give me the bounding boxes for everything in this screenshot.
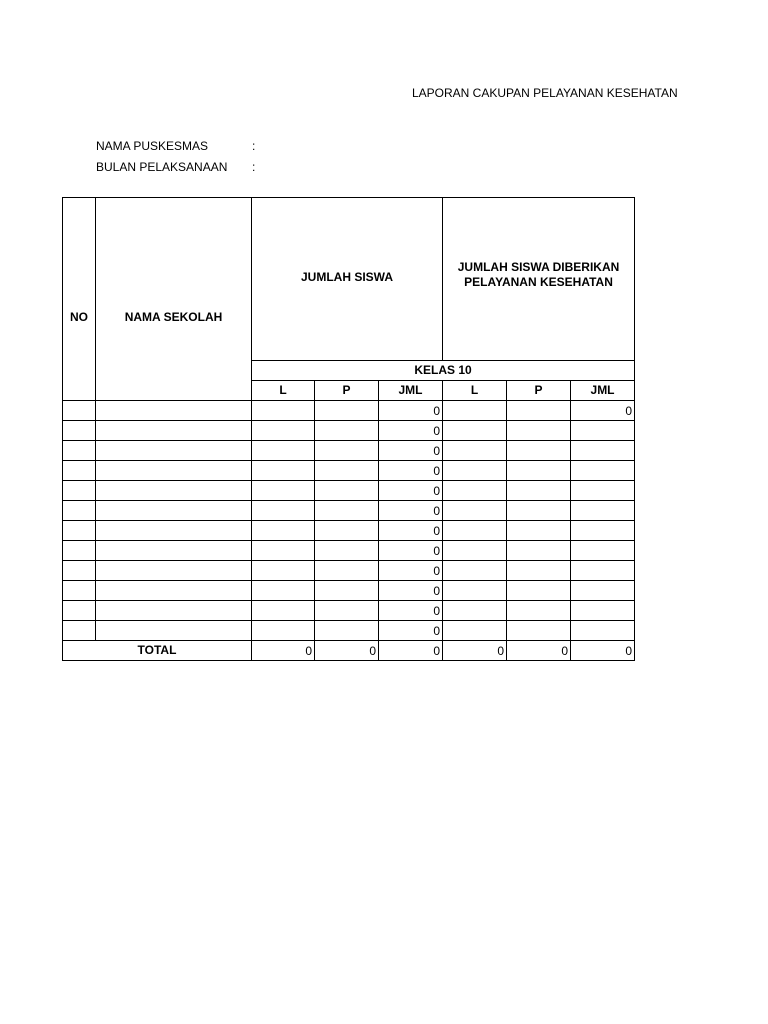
header-nama-sekolah: NAMA SEKOLAH: [96, 198, 252, 401]
table-cell: 0: [379, 481, 443, 501]
table-cell: [63, 481, 96, 501]
table-cell: [571, 541, 635, 561]
table-cell: [507, 401, 571, 421]
table-cell: [443, 501, 507, 521]
table-cell: [96, 481, 252, 501]
table-cell: 0: [379, 521, 443, 541]
table-cell: [63, 501, 96, 521]
table-cell: [571, 421, 635, 441]
table-cell: [252, 401, 315, 421]
table-row: [63, 441, 635, 461]
table-cell: [507, 541, 571, 561]
table-cell: [63, 601, 96, 621]
table-cell: [96, 521, 252, 541]
table-row: [63, 541, 635, 561]
table-cell: [315, 521, 379, 541]
table-cell: [443, 521, 507, 541]
table-cell: [96, 601, 252, 621]
table-cell: [507, 481, 571, 501]
table-cell: [507, 521, 571, 541]
table-cell: [443, 561, 507, 581]
table-row: [63, 421, 635, 441]
table-cell: [96, 441, 252, 461]
table-cell: [315, 501, 379, 521]
table-cell: [443, 461, 507, 481]
subheader-l-diberikan: L: [443, 381, 507, 401]
table-cell: [443, 421, 507, 441]
table-cell: [96, 421, 252, 441]
table-cell: [63, 401, 96, 421]
table-cell: [252, 441, 315, 461]
table-cell: 0: [379, 541, 443, 561]
table-cell: [63, 461, 96, 481]
table-cell: 0: [379, 601, 443, 621]
table-cell: 0: [379, 581, 443, 601]
table-cell: [63, 521, 96, 541]
table-cell: [252, 481, 315, 501]
table-cell: 0: [379, 501, 443, 521]
table-cell: 0: [571, 401, 635, 421]
table-cell: 0: [379, 441, 443, 461]
table-cell: [443, 481, 507, 501]
table-row: [63, 481, 635, 501]
table-cell: [315, 441, 379, 461]
header-kelas: KELAS 10: [252, 361, 635, 381]
table-cell: [315, 621, 379, 641]
table-row: [63, 621, 635, 641]
table-cell: [63, 541, 96, 561]
table-cell: [252, 421, 315, 441]
table-cell: [63, 621, 96, 641]
table-cell: [571, 561, 635, 581]
subheader-jml-diberikan: JML: [571, 381, 635, 401]
table-cell: [571, 501, 635, 521]
table-cell: [571, 481, 635, 501]
table-cell: 0: [379, 421, 443, 441]
table-cell: [252, 621, 315, 641]
total-cell: 0: [252, 641, 315, 661]
table-cell: [507, 601, 571, 621]
table-cell: [63, 561, 96, 581]
bulan-label: BULAN PELAKSANAAN: [96, 160, 228, 174]
table-cell: [63, 441, 96, 461]
table-cell: [443, 581, 507, 601]
table-cell: [571, 461, 635, 481]
table-cell: [443, 621, 507, 641]
subheader-l-siswa: L: [252, 381, 315, 401]
table-row: [63, 601, 635, 621]
table-cell: [315, 461, 379, 481]
table-cell: [96, 561, 252, 581]
table-cell: [443, 441, 507, 461]
header-no: NO: [63, 198, 96, 401]
puskesmas-colon: :: [252, 139, 256, 153]
table-cell: [571, 621, 635, 641]
table-cell: [96, 541, 252, 561]
table-cell: 0: [379, 561, 443, 581]
table-cell: [96, 401, 252, 421]
table-row: [63, 401, 635, 421]
table-row: [63, 521, 635, 541]
table-cell: [507, 581, 571, 601]
table-cell: [315, 601, 379, 621]
subheader-jml-siswa: JML: [379, 381, 443, 401]
table-cell: [96, 461, 252, 481]
table-cell: [252, 541, 315, 561]
total-cell: 0: [315, 641, 379, 661]
coverage-table: [62, 197, 635, 661]
table-cell: [507, 621, 571, 641]
puskesmas-label: NAMA PUSKESMAS: [96, 139, 209, 153]
total-cell: 0: [571, 641, 635, 661]
table-cell: [315, 541, 379, 561]
table-cell: [315, 421, 379, 441]
table-cell: [443, 541, 507, 561]
total-cell: 0: [443, 641, 507, 661]
table-cell: [571, 521, 635, 541]
table-cell: [571, 441, 635, 461]
table-cell: [443, 401, 507, 421]
subheader-p-diberikan: P: [507, 381, 571, 401]
table-cell: [252, 501, 315, 521]
table-cell: [315, 481, 379, 501]
table-cell: [252, 561, 315, 581]
table-cell: [507, 441, 571, 461]
table-cell: [571, 601, 635, 621]
header-jumlah-diberikan: JUMLAH SISWA DIBERIKAN PELAYANAN KESEHATAN: [443, 198, 635, 361]
table-cell: [96, 621, 252, 641]
table-cell: [507, 561, 571, 581]
table-cell: [63, 421, 96, 441]
table-cell: [96, 581, 252, 601]
table-cell: [315, 581, 379, 601]
total-cell: 0: [507, 641, 571, 661]
table-row: [63, 501, 635, 521]
table-cell: 0: [379, 401, 443, 421]
table-cell: [443, 601, 507, 621]
bulan-colon: :: [252, 160, 256, 174]
table-cell: [252, 601, 315, 621]
table-cell: [96, 501, 252, 521]
table-cell: 0: [379, 621, 443, 641]
table-cell: [252, 581, 315, 601]
table-cell: [252, 521, 315, 541]
table-cell: [252, 461, 315, 481]
table-cell: [315, 401, 379, 421]
table-cell: [507, 461, 571, 481]
table-row: [63, 461, 635, 481]
table-cell: [315, 561, 379, 581]
table-cell: [63, 581, 96, 601]
table-cell: 0: [379, 461, 443, 481]
table-cell: [507, 421, 571, 441]
total-cell: 0: [379, 641, 443, 661]
report-title: LAPORAN CAKUPAN PELAYANAN KESEHATAN: [412, 86, 678, 100]
header-jumlah-siswa: JUMLAH SISWA: [252, 198, 443, 361]
table-row: [63, 561, 635, 581]
table-cell: [571, 581, 635, 601]
subheader-p-siswa: P: [315, 381, 379, 401]
total-label: TOTAL: [63, 641, 252, 661]
table-row: [63, 581, 635, 601]
table-cell: [507, 501, 571, 521]
